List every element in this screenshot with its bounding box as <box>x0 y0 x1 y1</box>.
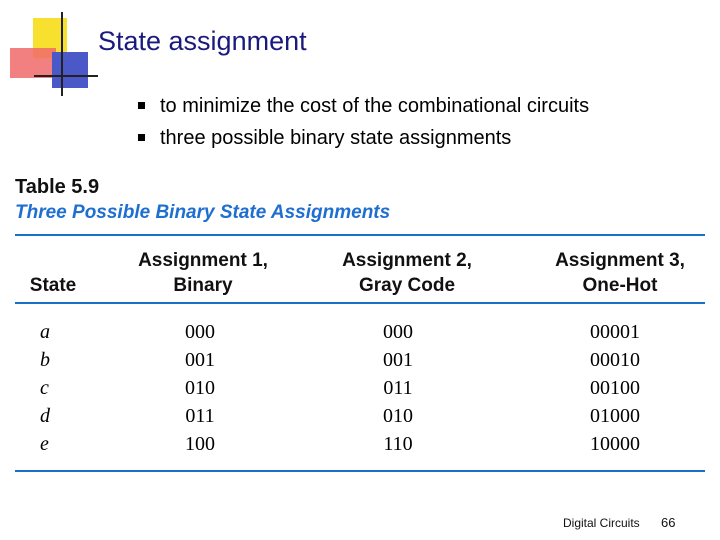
gray-cell: 110 <box>383 433 413 455</box>
logo-blue-square <box>52 52 88 88</box>
slide-title: State assignment <box>98 26 307 56</box>
onehot-cell: 00100 <box>590 377 640 399</box>
column-state <box>40 318 60 458</box>
logo-vertical-line <box>61 12 63 96</box>
header-assignment-2 <box>312 248 502 298</box>
logo-horizontal-line <box>34 75 98 77</box>
header-assignment-1-line2: Binary <box>173 275 233 296</box>
state-cell: e <box>40 433 49 455</box>
column-binary <box>150 318 250 458</box>
header-assignment-1-line1: Assignment 1, <box>138 250 268 271</box>
state-cell: c <box>40 377 49 399</box>
column-gray-code <box>348 318 448 458</box>
state-cell: b <box>40 349 50 371</box>
onehot-cell: 10000 <box>590 433 640 455</box>
gray-cell: 010 <box>383 405 413 427</box>
column-one-hot <box>560 318 670 458</box>
square-bullet-icon <box>138 134 145 141</box>
header-assignment-3-line1: Assignment 3, <box>555 250 685 271</box>
header-assignment-2-line1: Assignment 2, <box>342 250 472 271</box>
gray-cell: 011 <box>383 377 413 399</box>
table-header-rule <box>15 302 705 304</box>
header-state: State <box>29 275 77 296</box>
onehot-cell: 00001 <box>590 321 640 343</box>
header-assignment-1 <box>108 248 298 298</box>
header-assignment-3-line2: One-Hot <box>582 275 658 296</box>
footer-page-number: 66 <box>661 515 676 530</box>
binary-cell: 100 <box>185 433 215 455</box>
table-bottom-rule <box>15 470 705 472</box>
table-caption: Three Possible Binary State Assignments <box>15 202 391 223</box>
onehot-cell: 01000 <box>590 405 640 427</box>
onehot-cell: 00010 <box>590 349 640 371</box>
header-assignment-2-line2: Gray Code <box>358 275 456 296</box>
bullet-text: to minimize the cost of the combinational circuits <box>160 95 590 117</box>
binary-cell: 001 <box>185 349 215 371</box>
table-number: Table 5.9 <box>15 176 100 198</box>
gray-cell: 000 <box>383 321 413 343</box>
slide-logo <box>0 0 100 100</box>
bullet-item <box>138 122 589 154</box>
bullet-list <box>138 90 589 154</box>
binary-cell: 011 <box>185 405 215 427</box>
table-top-rule <box>15 234 705 236</box>
footer-course-label: Digital Circuits <box>563 516 640 530</box>
logo-red-square <box>10 48 56 78</box>
state-cell: a <box>40 321 50 343</box>
gray-cell: 001 <box>383 349 413 371</box>
binary-cell: 000 <box>185 321 215 343</box>
state-cell: d <box>40 405 50 427</box>
square-bullet-icon <box>138 102 145 109</box>
bullet-item <box>138 90 589 122</box>
header-assignment-3 <box>525 248 715 298</box>
bullet-text: three possible binary state assignments <box>160 127 512 149</box>
binary-cell: 010 <box>185 377 215 399</box>
